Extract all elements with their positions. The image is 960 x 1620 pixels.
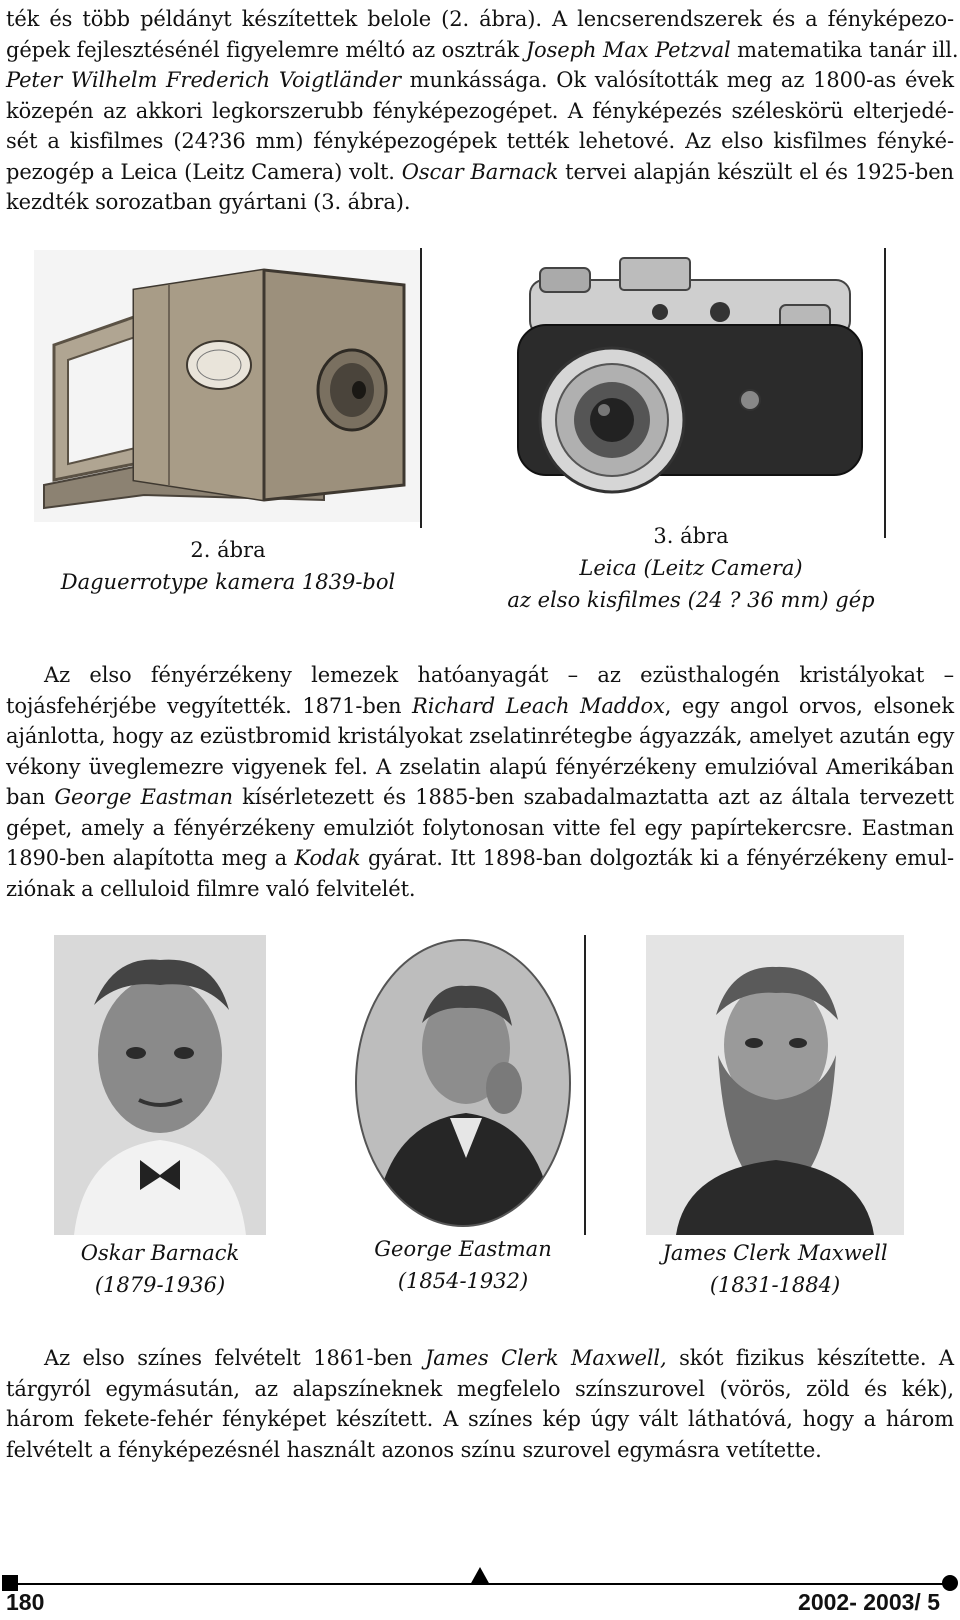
portrait-caption-maxwell [646,1237,904,1301]
eastman-name: George Eastman [374,1237,552,1261]
figure-3-caption [496,520,886,616]
barnack-years: (1879-1936) [94,1273,226,1297]
final-line-4: felvételt a fényképezésnél használt azonos színu szurovel egymásra vetítette. [6,1437,822,1462]
daguerreotype-camera-image [34,250,422,522]
intro-paragraph [6,4,959,218]
figure-2-caption [34,534,422,598]
middle-line-5: ban George Eastman kísérletezett és 1885-ben szabadalmaztatta azt az általa tervezett [6,785,954,809]
figure-divider-2 [884,248,886,538]
portrait-james-clerk-maxwell [646,935,904,1235]
portrait-caption-barnack [54,1237,266,1301]
intro-line-2: gépek fejlesztésénél figyelemre méltó az osztrák Joseph Max Petzval matematika tanár ill. [6,37,959,62]
middle-line-4: vékony üveglemezre vigyenek fel. A zselatin alapú fényérzékeny emulzióval Amerikában [6,754,954,779]
middle-line-6: gépet, amely a fényérzékeny emulziót folytonosan vitte fel egy papírtekercsre. Eastman [6,815,954,840]
figure-divider-1 [420,248,422,528]
portrait-divider [584,935,586,1235]
maxwell-name: James Clerk Maxwell [662,1241,888,1265]
footer-circle-icon [942,1575,958,1591]
intro-line-1: ték és több példányt készítettek belole (2. ábra). A lencserendszerek és a fényképezo- [6,7,954,31]
middle-line-3: ajánlotta, hogy az ezüstbromid kristályokat zselatinrétegbe ágyazzák, amelyet azután egy [6,724,955,748]
portrait-caption-eastman [354,1233,572,1297]
page-footer [0,1573,960,1620]
final-line-3: három fekete-fehér fényképet készített. A színes kép úgy vált láthatóvá, hogy a három [6,1407,954,1431]
color-photo-paragraph [6,1343,954,1465]
figure-3-label: 3. ábra [653,524,729,548]
final-line-2: tárgyról egymásután, az alapszíneknek megfelelo színszurovel (vörös, zöld és kék), [6,1376,954,1401]
portrait-oskar-barnack [54,935,266,1235]
intro-line-5: sét a kisfilmes (24?36 mm) fényképezogépek tették lehetové. Az elso kisfilmes fényké- [6,129,954,153]
figure-2-caption-text: Daguerrotype kamera 1839-bol [60,570,396,594]
intro-line-7: kezdték sorozatban gyártani (3. ábra). [6,190,411,214]
middle-line-2: tojásfehérjébe vegyítették. 1871-ben Richard Leach Maddox, egy angol orvos, elsonek [6,693,954,718]
figure-2-label: 2. ábra [190,538,266,562]
intro-line-6: pezogép a Leica (Leitz Camera) volt. Oscar Barnack tervei alapján készült el és 1925-ben [6,159,954,184]
middle-line-7: 1890-ben alapította meg a Kodak gyárat. Itt 1898-ban dolgozták ki a fényérzékeny emul- [6,846,954,870]
page-number: 180 [6,1589,45,1615]
figure-3-caption-line-2: az elso kisfilmes (24 ? 36 mm) gép [507,588,875,612]
emulsion-paragraph [6,660,954,904]
leica-camera-image [500,250,880,510]
middle-line-1: Az elso fényérzékeny lemezek hatóanyagát – az ezüsthalogén kristályokat – [44,663,954,687]
eastman-years: (1854-1932) [397,1269,529,1293]
maxwell-years: (1831-1884) [709,1273,841,1297]
issue-number: 2002- 2003/ 5 [798,1589,940,1615]
figure-3-caption-line-1: Leica (Leitz Camera) [579,556,803,580]
portrait-george-eastman [354,938,572,1228]
barnack-name: Oskar Barnack [80,1241,240,1265]
intro-line-3: Peter Wilhelm Frederich Voigtländer munkássága. Ok valósították meg az 1800-as évek [6,68,954,92]
final-line-1: Az elso színes felvételt 1861-ben James Clerk Maxwell, skót fizikus készítette. A [44,1346,954,1370]
intro-line-4: közepén az akkori legkorszerubb fényképezogépet. A fényképezés széleskörü elterjedé- [6,98,954,123]
middle-line-8: ziónak a celluloid filmre való felvitelét. [6,876,416,901]
footer-triangle-icon [470,1567,490,1585]
